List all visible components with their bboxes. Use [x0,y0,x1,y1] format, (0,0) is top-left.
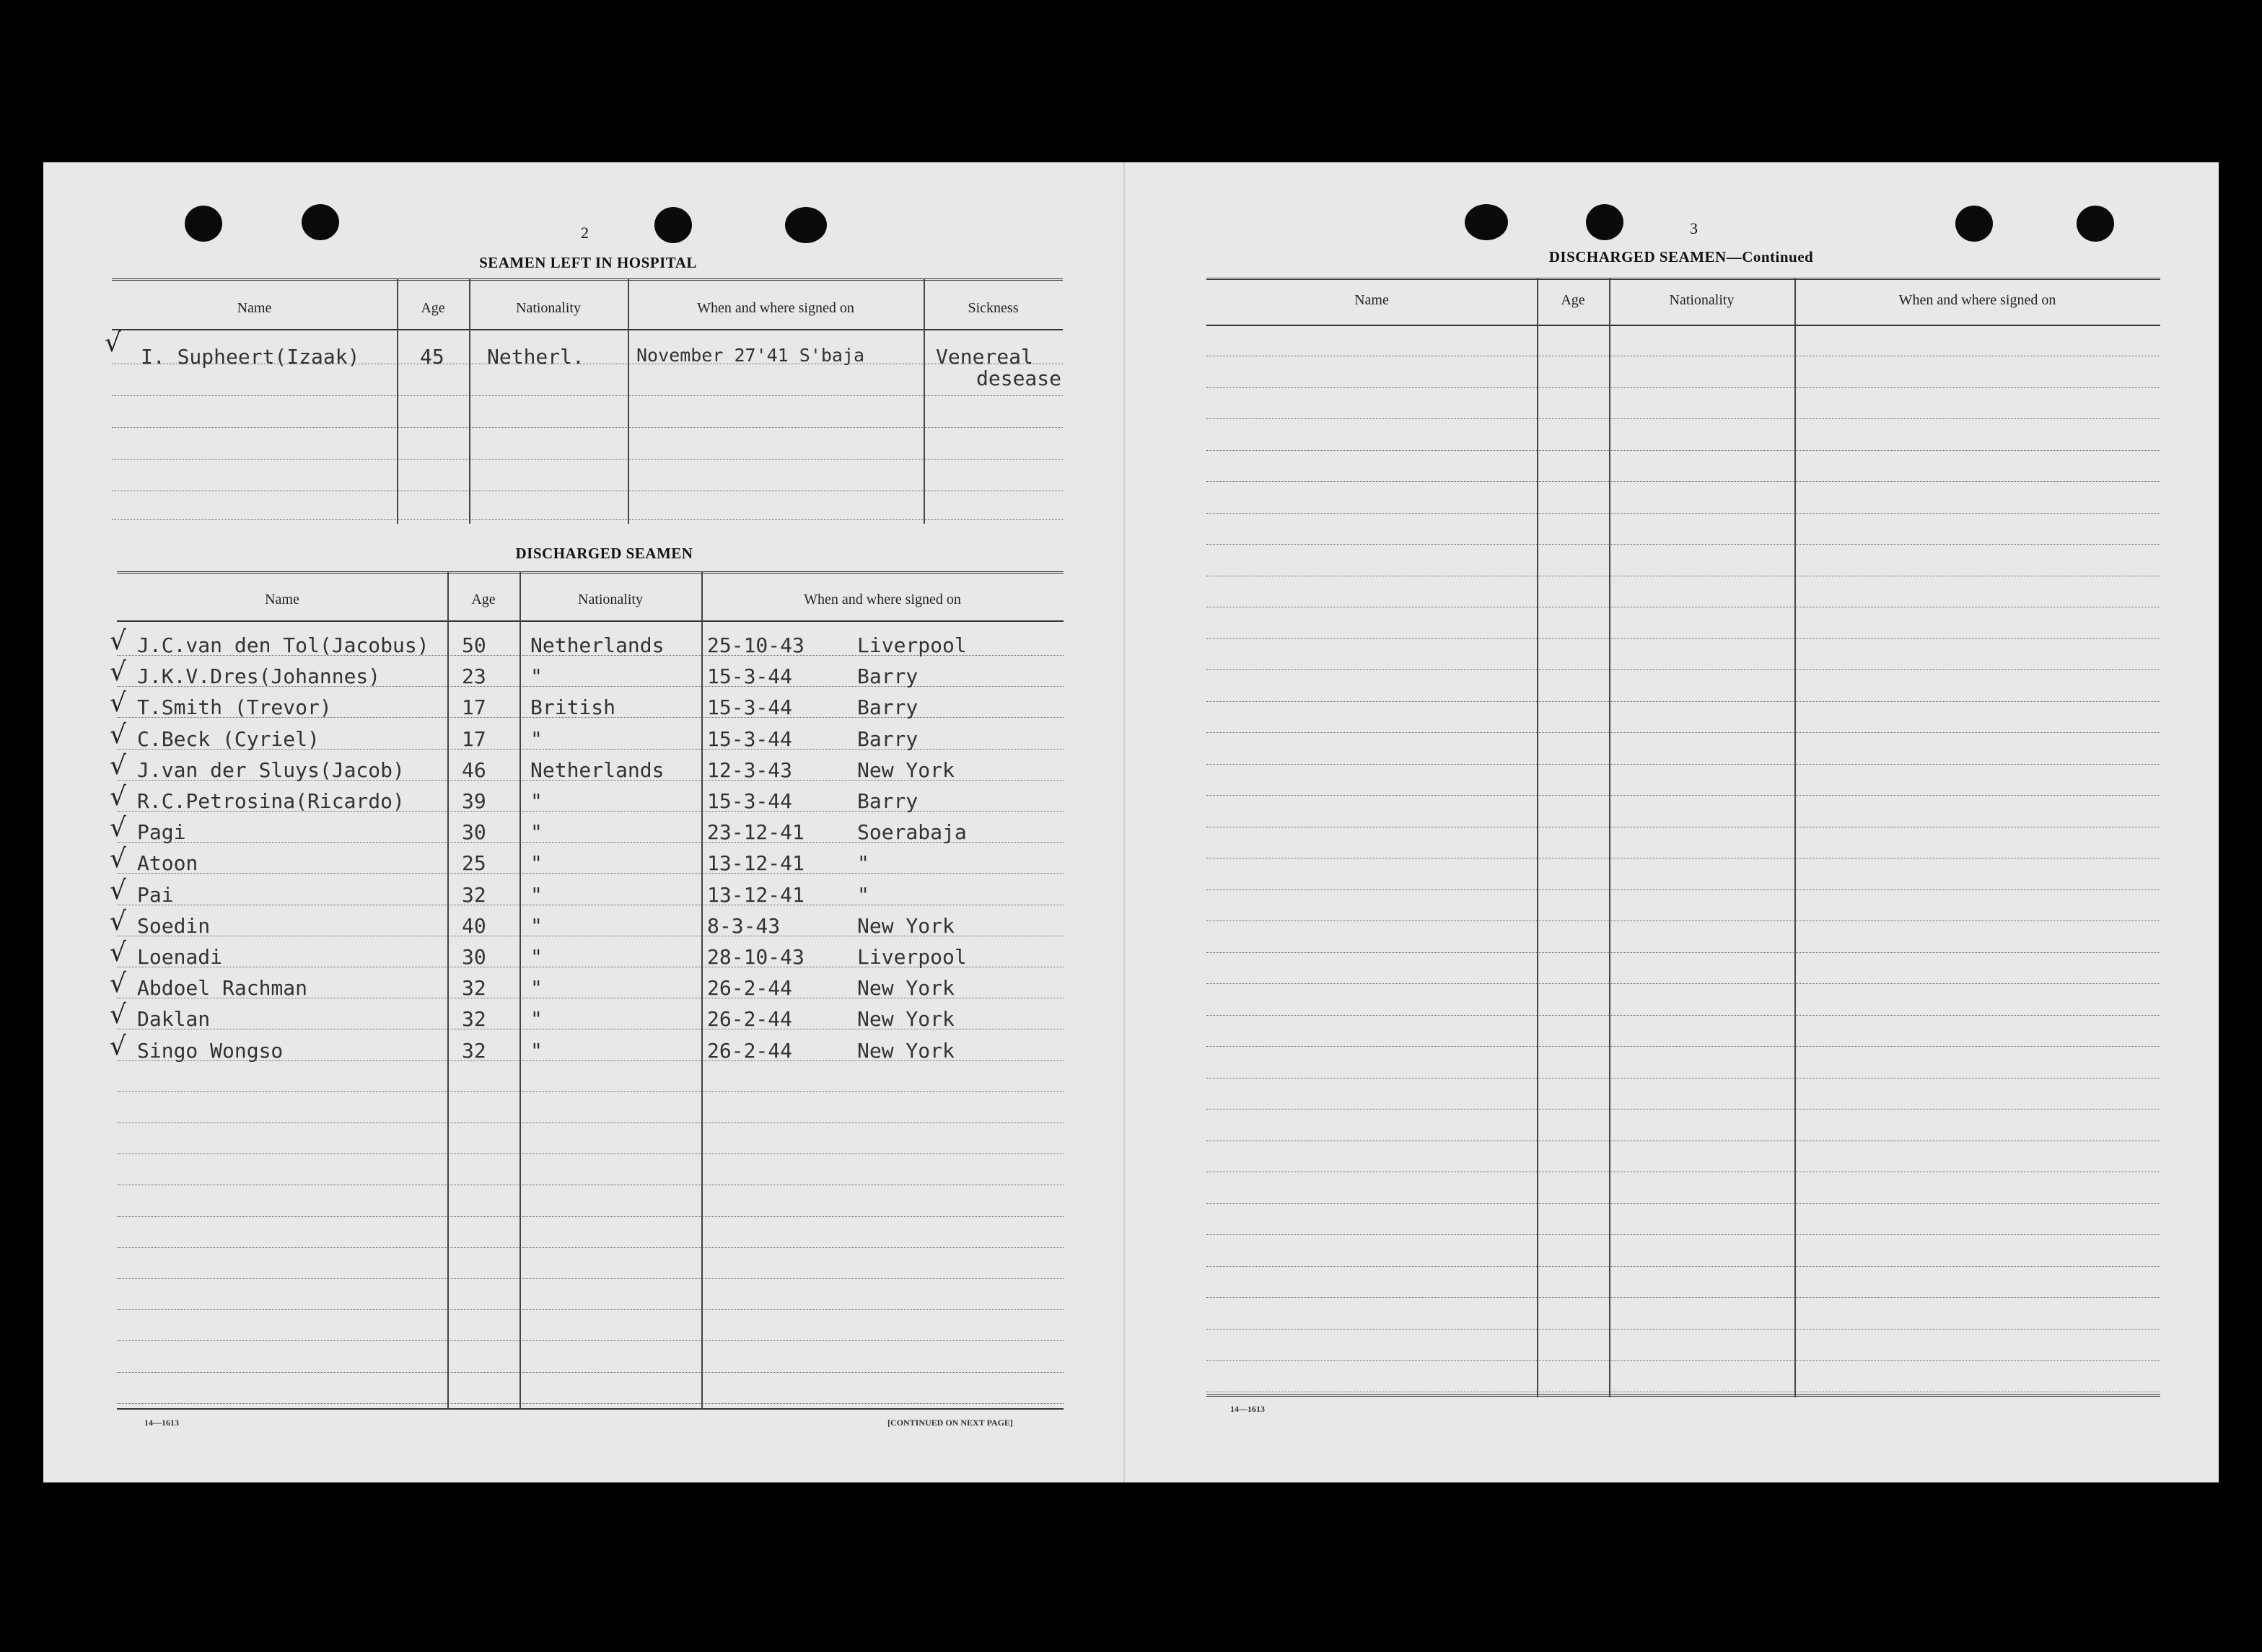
discharged-nationality: " [530,1007,543,1032]
check-mark-icon: √ [110,875,126,905]
discharged-place: New York [857,913,955,938]
discharged-nationality: " [530,945,543,969]
col-header-name: Name [237,300,272,316]
discharged-date: 26-2-44 [707,1038,793,1063]
check-mark-icon: √ [110,969,126,999]
discharged-date: 26-2-44 [707,1007,793,1032]
discharged-name: Pagi [137,820,186,845]
discharged-place: New York [857,757,955,782]
col-header-nationality: Nationality [578,592,643,607]
discharged-section-title: DISCHARGED SEAMEN [515,545,693,562]
discharged-name: J.van der Sluys(Jacob) [137,757,405,782]
check-mark-icon: √ [110,626,126,656]
col-header-signed: When and where signed on [1898,292,2056,308]
col-header-sickness: Sickness [968,300,1019,316]
discharged-date: 12-3-43 [707,757,793,782]
discharged-date: 8-3-43 [707,913,781,938]
discharged-age: 25 [462,851,486,876]
discharged-name: J.C.van den Tol(Jacobus) [137,633,429,657]
discharged-nationality: " [530,976,543,1001]
check-mark-icon: √ [105,328,121,358]
discharged-name: T.Smith (Trevor) [137,695,332,720]
discharged-age: 50 [462,633,486,657]
col-header-nationality: Nationality [1669,292,1735,308]
discharged-nationality: Netherlands [530,633,665,657]
check-mark-icon: √ [110,719,126,750]
hospital-name: I. Supheert(Izaak) [141,345,360,369]
discharged-place: " [857,882,869,907]
hospital-nationality: Netherl. [487,345,584,369]
hospital-age: 45 [420,345,444,369]
discharged-name: Pai [137,882,174,907]
discharged-nationality: " [530,820,543,845]
check-mark-icon: √ [110,750,126,781]
punch-hole-icon [1465,204,1508,240]
col-header-age: Age [471,592,496,607]
check-mark-icon: √ [110,1031,126,1061]
discharged-nationality: " [530,913,543,938]
check-mark-icon: √ [110,657,126,687]
discharged-name: R.C.Petrosina(Ricardo) [137,789,405,813]
discharged-nationality: " [530,851,543,876]
discharged-date: 15-3-44 [707,726,793,751]
discharged-name: Soedin [137,913,211,938]
discharged-name: Loenadi [137,945,223,969]
hospital-sickness-1: Venereal [936,345,1033,369]
discharged-name: Daklan [137,1007,211,1032]
discharged-age: 23 [462,664,486,689]
check-mark-icon: √ [110,782,126,812]
continued-note: [CONTINUED ON NEXT PAGE] [887,1418,1013,1428]
discharged-nationality: " [530,1038,543,1063]
hospital-table [112,278,1063,524]
hospital-signed: November 27'41 S'baja [636,345,865,366]
discharged-nationality: Netherlands [530,757,665,782]
col-header-name: Name [1354,292,1389,308]
discharged-place: Barry [857,664,919,689]
discharged-nationality: " [530,664,543,689]
discharged-date: 26-2-44 [707,976,793,1001]
discharged-age: 32 [462,1038,486,1063]
col-header-name: Name [265,592,299,607]
discharged-age: 30 [462,945,486,969]
punch-hole-icon [785,207,827,243]
col-header-age: Age [421,300,445,316]
discharged-place: Liverpool [857,633,967,657]
discharged-name: Atoon [137,851,198,876]
discharged-age: 46 [462,757,486,782]
discharged-date: 13-12-41 [707,882,805,907]
hospital-section-title: SEAMEN LEFT IN HOSPITAL [479,254,697,271]
page-number-right: 3 [1690,219,1698,237]
check-mark-icon: √ [110,938,126,967]
discharged-age: 40 [462,913,486,938]
punch-hole-icon [2077,206,2114,242]
punch-hole-icon [1586,204,1623,240]
check-mark-icon: √ [110,813,126,843]
discharged-date: 23-12-41 [707,820,805,845]
page-number-left: 2 [581,224,589,242]
discharged-name: Abdoel Rachman [137,976,308,1001]
discharged-date: 15-3-44 [707,789,793,813]
check-mark-icon: √ [110,688,126,719]
page-fold [1123,162,1125,1482]
discharged-place: Barry [857,695,919,720]
discharged-date: 13-12-41 [707,851,805,876]
discharged-age: 32 [462,882,486,907]
discharged-place: Soerabaja [857,820,967,845]
col-header-age: Age [1561,292,1585,308]
discharged-nationality: " [530,789,543,813]
form-number-left: 14—1613 [144,1418,179,1428]
discharged-nationality: " [530,882,543,907]
discharged-age: 17 [462,695,486,720]
discharged-name: J.K.V.Dres(Johannes) [137,664,381,689]
discharged-date: 15-3-44 [707,695,793,720]
discharged-date: 25-10-43 [707,633,805,657]
discharged-continued-table [1206,278,2160,1397]
col-header-signed: When and where signed on [804,592,961,607]
punch-hole-icon [654,207,692,243]
col-header-signed: When and where signed on [697,300,854,316]
discharged-age: 32 [462,976,486,1001]
discharged-age: 32 [462,1007,486,1032]
form-number-right: 14—1613 [1230,1404,1265,1414]
punch-hole-icon [1955,206,1993,242]
punch-hole-icon [302,204,339,240]
col-header-nationality: Nationality [516,300,581,316]
punch-hole-icon [185,206,222,242]
discharged-name: C.Beck (Cyriel) [137,726,320,751]
discharged-age: 39 [462,789,486,813]
discharged-place: New York [857,976,955,1001]
discharged-age: 30 [462,820,486,845]
hospital-sickness-2: desease [976,366,1062,390]
discharged-continued-title: DISCHARGED SEAMEN—Continued [1548,248,1814,265]
discharged-name: Singo Wongso [137,1038,284,1063]
discharged-date: 28-10-43 [707,945,805,969]
check-mark-icon: √ [110,1000,126,1030]
check-mark-icon: √ [110,844,126,874]
discharged-place: Liverpool [857,945,967,969]
discharged-nationality: " [530,726,543,751]
discharged-age: 17 [462,726,486,751]
check-mark-icon: √ [110,906,126,936]
discharged-nationality: British [530,695,616,720]
discharged-place: New York [857,1038,955,1063]
discharged-date: 15-3-44 [707,664,793,689]
discharged-place: Barry [857,726,919,751]
discharged-place: New York [857,1007,955,1032]
discharged-place: Barry [857,789,919,813]
discharged-place: " [857,851,869,876]
